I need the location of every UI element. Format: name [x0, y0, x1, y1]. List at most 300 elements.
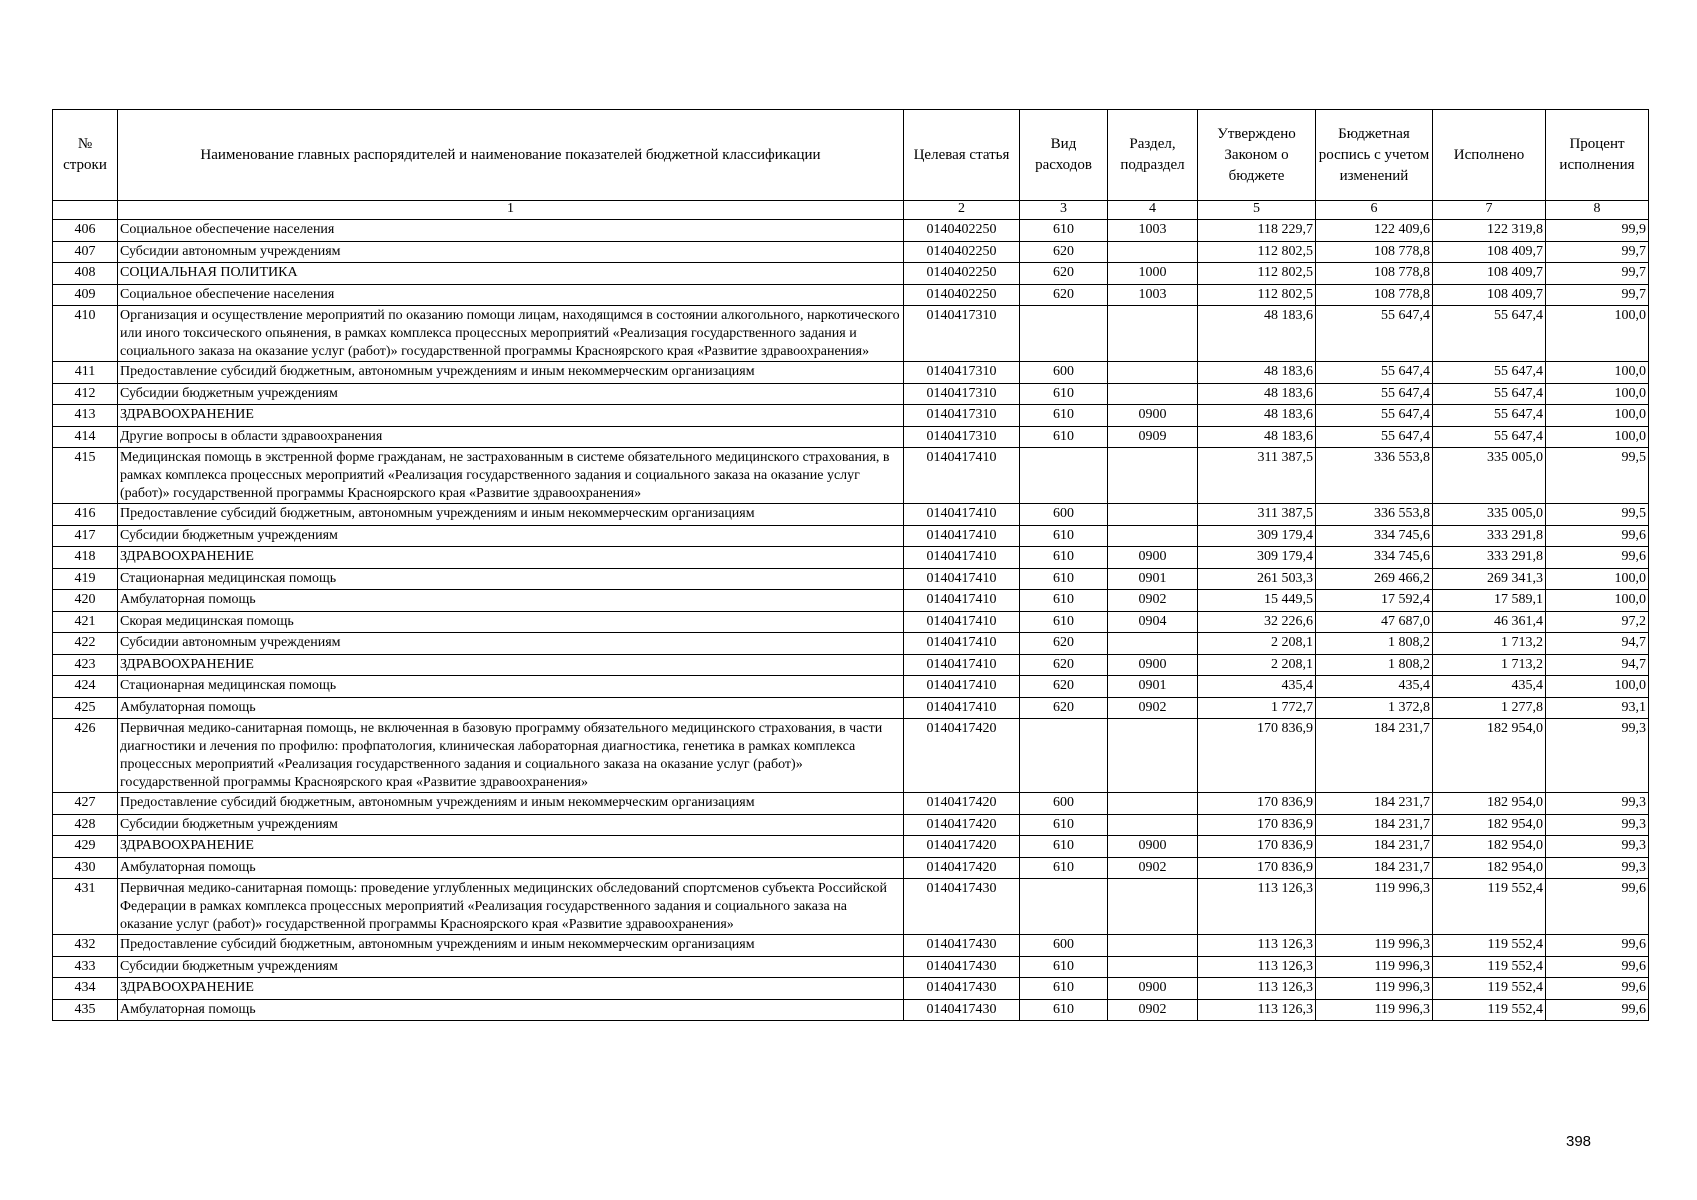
approved-cell: 170 836,9	[1198, 836, 1316, 858]
table-row	[53, 793, 1649, 815]
budget-list-cell: 119 996,3	[1316, 978, 1433, 1000]
percent-cell: 100,0	[1546, 362, 1649, 384]
budget-list-cell: 184 231,7	[1316, 814, 1433, 836]
executed-cell: 182 954,0	[1433, 814, 1546, 836]
budget-list-cell: 55 647,4	[1316, 383, 1433, 405]
executed-cell: 269 341,3	[1433, 568, 1546, 590]
percent-cell: 99,6	[1546, 547, 1649, 569]
row-number-cell: 411	[53, 362, 118, 384]
budget-list-cell: 119 996,3	[1316, 999, 1433, 1021]
target-article-cell: 0140417430	[904, 879, 1020, 935]
column-number-cell: 7	[1433, 201, 1546, 220]
section-cell	[1108, 814, 1198, 836]
name-cell: ЗДРАВООХРАНЕНИЕ	[118, 547, 904, 569]
executed-cell: 119 552,4	[1433, 879, 1546, 935]
section-cell: 0904	[1108, 611, 1198, 633]
target-article-cell: 0140417410	[904, 547, 1020, 569]
name-header: Наименование главных распорядителей и наименование показателей бюджетной классификации	[118, 110, 904, 201]
expense-type-cell: 620	[1020, 241, 1108, 263]
approved-cell: 112 802,5	[1198, 284, 1316, 306]
target-article-cell: 0140417410	[904, 448, 1020, 504]
budget-list-cell: 184 231,7	[1316, 793, 1433, 815]
executed-cell: 122 319,8	[1433, 220, 1546, 242]
budget-list-cell: 435,4	[1316, 676, 1433, 698]
section-cell	[1108, 504, 1198, 526]
row-number-cell: 407	[53, 241, 118, 263]
expense-type-cell: 600	[1020, 935, 1108, 957]
section-cell: 0901	[1108, 568, 1198, 590]
budget-list-cell: 184 231,7	[1316, 719, 1433, 793]
executed-cell: 55 647,4	[1433, 383, 1546, 405]
table-row	[53, 676, 1649, 698]
percent-cell: 94,7	[1546, 633, 1649, 655]
percent-cell: 99,6	[1546, 525, 1649, 547]
approved-cell: 113 126,3	[1198, 879, 1316, 935]
name-cell: Медицинская помощь в экстренной форме гражданам, не застрахованным в системе обязательного медицинского страхования, в рамках комплекса процессных мероприятий «Реализация государственного задания и социального заказа на оказание услуг (работ)» государственной программы Красноярского края «Развитие здравоохранения»	[118, 448, 904, 504]
percent-cell: 94,7	[1546, 654, 1649, 676]
row-number-cell: 414	[53, 426, 118, 448]
section-cell: 0902	[1108, 697, 1198, 719]
section-cell	[1108, 362, 1198, 384]
name-cell: Первичная медико-санитарная помощь, не включенная в базовую программу обязательного медицинского страхования, в части диагностики и лечения по профилю: профпатология, клиническая лабораторная диагностика, генетика в рамках комплекса процессных мероприятий «Реализация государственного задания и социального заказа на оказание услуг (работ)» государственной программы Красноярского края «Развитие здравоохранения»	[118, 719, 904, 793]
row-number-cell: 417	[53, 525, 118, 547]
approved-cell: 118 229,7	[1198, 220, 1316, 242]
approved-cell: 48 183,6	[1198, 426, 1316, 448]
executed-cell: 119 552,4	[1433, 978, 1546, 1000]
executed-cell: 182 954,0	[1433, 836, 1546, 858]
expense-type-cell: 610	[1020, 547, 1108, 569]
budget-list-cell: 336 553,8	[1316, 504, 1433, 526]
row-number-cell: 418	[53, 547, 118, 569]
budget-list-cell: 119 996,3	[1316, 879, 1433, 935]
expense-type-cell: 620	[1020, 263, 1108, 285]
executed-cell: 333 291,8	[1433, 547, 1546, 569]
executed-cell: 1 713,2	[1433, 654, 1546, 676]
percent-cell: 99,6	[1546, 879, 1649, 935]
approved-cell: 112 802,5	[1198, 263, 1316, 285]
row-number-cell: 423	[53, 654, 118, 676]
expense-type-cell: 620	[1020, 633, 1108, 655]
expense-type-cell: 610	[1020, 814, 1108, 836]
percent-cell: 100,0	[1546, 568, 1649, 590]
section-cell	[1108, 383, 1198, 405]
percent-cell: 99,3	[1546, 719, 1649, 793]
section-cell	[1108, 306, 1198, 362]
row-number-cell: 416	[53, 504, 118, 526]
name-cell: Стационарная медицинская помощь	[118, 676, 904, 698]
section-cell: 0902	[1108, 590, 1198, 612]
expense-type-cell: 610	[1020, 525, 1108, 547]
name-cell: Социальное обеспечение населения	[118, 284, 904, 306]
target-article-cell: 0140402250	[904, 241, 1020, 263]
executed-cell: 55 647,4	[1433, 405, 1546, 427]
header-row	[53, 110, 1649, 201]
table-row	[53, 220, 1649, 242]
budget-list-cell: 122 409,6	[1316, 220, 1433, 242]
table-row	[53, 568, 1649, 590]
target-article-cell: 0140417410	[904, 697, 1020, 719]
approved-cell: 170 836,9	[1198, 793, 1316, 815]
target-article-cell: 0140417430	[904, 999, 1020, 1021]
page-number: 398	[1566, 1133, 1592, 1150]
name-cell: Амбулаторная помощь	[118, 999, 904, 1021]
percent-cell: 99,6	[1546, 999, 1649, 1021]
table-row	[53, 633, 1649, 655]
target-article-cell: 0140402250	[904, 284, 1020, 306]
expense-type-cell: 610	[1020, 999, 1108, 1021]
name-cell: Скорая медицинская помощь	[118, 611, 904, 633]
target-article-cell: 0140417410	[904, 590, 1020, 612]
name-cell: Амбулаторная помощь	[118, 857, 904, 879]
target-article-cell: 0140417420	[904, 793, 1020, 815]
approved-cell: 32 226,6	[1198, 611, 1316, 633]
expense-type-cell	[1020, 879, 1108, 935]
approved-cell: 2 208,1	[1198, 654, 1316, 676]
percent-cell: 99,3	[1546, 836, 1649, 858]
budget-list-cell: 1 808,2	[1316, 633, 1433, 655]
approved-cell: 311 387,5	[1198, 504, 1316, 526]
row-number-cell: 408	[53, 263, 118, 285]
approved-cell: 1 772,7	[1198, 697, 1316, 719]
column-number-cell: 5	[1198, 201, 1316, 220]
approved-header: Утверждено Законом о бюджете	[1198, 110, 1316, 201]
name-cell: ЗДРАВООХРАНЕНИЕ	[118, 978, 904, 1000]
section-cell	[1108, 879, 1198, 935]
target-article-cell: 0140417310	[904, 426, 1020, 448]
target-article-cell: 0140417310	[904, 383, 1020, 405]
section-cell	[1108, 793, 1198, 815]
executed-cell: 435,4	[1433, 676, 1546, 698]
table-row	[53, 525, 1649, 547]
column-number-cell: 8	[1546, 201, 1649, 220]
table-body	[53, 220, 1649, 1021]
approved-cell: 113 126,3	[1198, 978, 1316, 1000]
target-article-cell: 0140417420	[904, 814, 1020, 836]
percent-cell: 99,6	[1546, 935, 1649, 957]
expense-type-cell: 610	[1020, 405, 1108, 427]
executed-cell: 1 713,2	[1433, 633, 1546, 655]
section-cell	[1108, 448, 1198, 504]
approved-cell: 311 387,5	[1198, 448, 1316, 504]
percent-cell: 99,6	[1546, 978, 1649, 1000]
executed-cell: 55 647,4	[1433, 306, 1546, 362]
target-article-cell: 0140417410	[904, 525, 1020, 547]
budget-list-cell: 55 647,4	[1316, 405, 1433, 427]
approved-cell: 48 183,6	[1198, 306, 1316, 362]
budget-list-cell: 184 231,7	[1316, 857, 1433, 879]
executed-cell: 55 647,4	[1433, 362, 1546, 384]
table-row	[53, 306, 1649, 362]
name-cell: Предоставление субсидий бюджетным, автономным учреждениям и иным некоммерческим организациям	[118, 793, 904, 815]
name-cell: Субсидии бюджетным учреждениям	[118, 525, 904, 547]
executed-cell: 108 409,7	[1433, 263, 1546, 285]
table-row	[53, 836, 1649, 858]
budget-list-cell: 119 996,3	[1316, 956, 1433, 978]
section-cell: 0900	[1108, 547, 1198, 569]
approved-cell: 113 126,3	[1198, 999, 1316, 1021]
row-number-header: № строки	[53, 110, 118, 201]
column-number-row	[53, 201, 1649, 220]
section-header: Раздел, подраздел	[1108, 110, 1198, 201]
percent-cell: 99,9	[1546, 220, 1649, 242]
expense-type-cell: 610	[1020, 611, 1108, 633]
executed-cell: 182 954,0	[1433, 857, 1546, 879]
name-cell: Амбулаторная помощь	[118, 590, 904, 612]
name-cell: Субсидии бюджетным учреждениям	[118, 814, 904, 836]
percent-cell: 99,7	[1546, 284, 1649, 306]
expense-type-cell	[1020, 719, 1108, 793]
name-cell: ЗДРАВООХРАНЕНИЕ	[118, 836, 904, 858]
expense-type-cell: 610	[1020, 956, 1108, 978]
target-article-cell: 0140417430	[904, 935, 1020, 957]
budget-list-cell: 119 996,3	[1316, 935, 1433, 957]
table-row	[53, 978, 1649, 1000]
column-number-cell: 4	[1108, 201, 1198, 220]
row-number-cell: 413	[53, 405, 118, 427]
percent-cell: 99,7	[1546, 263, 1649, 285]
approved-cell: 48 183,6	[1198, 383, 1316, 405]
executed-cell: 335 005,0	[1433, 504, 1546, 526]
expense-type-cell: 610	[1020, 426, 1108, 448]
table-row	[53, 504, 1649, 526]
percent-cell: 100,0	[1546, 306, 1649, 362]
name-cell: Субсидии автономным учреждениям	[118, 241, 904, 263]
table-row	[53, 426, 1649, 448]
section-cell	[1108, 719, 1198, 793]
row-number-cell: 425	[53, 697, 118, 719]
column-number-cell: 6	[1316, 201, 1433, 220]
section-cell	[1108, 241, 1198, 263]
target-article-cell: 0140417310	[904, 405, 1020, 427]
section-cell: 0902	[1108, 999, 1198, 1021]
row-number-cell: 433	[53, 956, 118, 978]
row-number-cell: 432	[53, 935, 118, 957]
column-number-cell: 1	[118, 201, 904, 220]
section-cell	[1108, 525, 1198, 547]
percent-cell: 99,7	[1546, 241, 1649, 263]
budget-list-cell: 55 647,4	[1316, 362, 1433, 384]
row-number-cell: 410	[53, 306, 118, 362]
budget-list-cell: 1 372,8	[1316, 697, 1433, 719]
table-row	[53, 879, 1649, 935]
budget-list-cell: 108 778,8	[1316, 263, 1433, 285]
expense-type-cell: 610	[1020, 857, 1108, 879]
percent-cell: 100,0	[1546, 405, 1649, 427]
row-number-cell: 406	[53, 220, 118, 242]
name-cell: Предоставление субсидий бюджетным, автономным учреждениям и иным некоммерческим организациям	[118, 935, 904, 957]
section-cell: 0900	[1108, 405, 1198, 427]
executed-cell: 119 552,4	[1433, 935, 1546, 957]
name-cell: Субсидии бюджетным учреждениям	[118, 956, 904, 978]
executed-cell: 1 277,8	[1433, 697, 1546, 719]
table-row	[53, 590, 1649, 612]
section-cell: 0902	[1108, 857, 1198, 879]
executed-cell: 182 954,0	[1433, 719, 1546, 793]
percent-cell: 99,3	[1546, 793, 1649, 815]
table-row	[53, 448, 1649, 504]
column-number-cell: 3	[1020, 201, 1108, 220]
section-cell: 1003	[1108, 220, 1198, 242]
percent-cell: 99,6	[1546, 956, 1649, 978]
budget-list-cell: 269 466,2	[1316, 568, 1433, 590]
target-article-cell: 0140417410	[904, 568, 1020, 590]
expense-type-cell	[1020, 448, 1108, 504]
budget-list-cell: 334 745,6	[1316, 525, 1433, 547]
target-article-cell: 0140417430	[904, 956, 1020, 978]
percent-cell: 99,3	[1546, 814, 1649, 836]
row-number-cell: 430	[53, 857, 118, 879]
approved-cell: 170 836,9	[1198, 857, 1316, 879]
executed-cell: 333 291,8	[1433, 525, 1546, 547]
budget-list-cell: 55 647,4	[1316, 306, 1433, 362]
row-number-cell: 409	[53, 284, 118, 306]
target-article-cell: 0140417410	[904, 654, 1020, 676]
executed-cell: 108 409,7	[1433, 284, 1546, 306]
row-number-cell: 422	[53, 633, 118, 655]
table-row	[53, 935, 1649, 957]
executed-header: Исполнено	[1433, 110, 1546, 201]
row-number-cell: 412	[53, 383, 118, 405]
section-cell: 0901	[1108, 676, 1198, 698]
target-article-cell: 0140417310	[904, 306, 1020, 362]
table-row	[53, 999, 1649, 1021]
budget-list-cell: 334 745,6	[1316, 547, 1433, 569]
row-number-cell: 428	[53, 814, 118, 836]
budget-list-cell: 336 553,8	[1316, 448, 1433, 504]
approved-cell: 170 836,9	[1198, 719, 1316, 793]
table-row	[53, 697, 1649, 719]
approved-cell: 309 179,4	[1198, 525, 1316, 547]
percent-cell: 99,3	[1546, 857, 1649, 879]
target-article-header: Целевая статья	[904, 110, 1020, 201]
target-article-cell: 0140417420	[904, 719, 1020, 793]
approved-cell: 2 208,1	[1198, 633, 1316, 655]
approved-cell: 435,4	[1198, 676, 1316, 698]
expense-type-cell: 610	[1020, 383, 1108, 405]
expense-type-cell: 600	[1020, 362, 1108, 384]
expense-type-cell: 600	[1020, 793, 1108, 815]
table-row	[53, 857, 1649, 879]
percent-cell: 99,5	[1546, 504, 1649, 526]
section-cell	[1108, 633, 1198, 655]
section-cell: 0900	[1108, 978, 1198, 1000]
executed-cell: 119 552,4	[1433, 956, 1546, 978]
column-number-cell: 2	[904, 201, 1020, 220]
approved-cell: 113 126,3	[1198, 935, 1316, 957]
table-row	[53, 814, 1649, 836]
target-article-cell: 0140417420	[904, 836, 1020, 858]
expense-type-cell: 610	[1020, 568, 1108, 590]
name-cell: СОЦИАЛЬНАЯ ПОЛИТИКА	[118, 263, 904, 285]
approved-cell: 112 802,5	[1198, 241, 1316, 263]
row-number-cell: 421	[53, 611, 118, 633]
executed-cell: 108 409,7	[1433, 241, 1546, 263]
row-number-cell: 424	[53, 676, 118, 698]
row-number-cell: 420	[53, 590, 118, 612]
expense-type-cell: 620	[1020, 284, 1108, 306]
table-row	[53, 654, 1649, 676]
expense-type-cell: 620	[1020, 676, 1108, 698]
expense-type-cell: 620	[1020, 654, 1108, 676]
expense-type-cell: 610	[1020, 836, 1108, 858]
target-article-cell: 0140417410	[904, 676, 1020, 698]
expense-type-cell: 620	[1020, 697, 1108, 719]
percent-cell: 93,1	[1546, 697, 1649, 719]
budget-list-cell: 47 687,0	[1316, 611, 1433, 633]
row-number-cell: 434	[53, 978, 118, 1000]
table-row	[53, 241, 1649, 263]
approved-cell: 309 179,4	[1198, 547, 1316, 569]
name-cell: Предоставление субсидий бюджетным, автономным учреждениям и иным некоммерческим организациям	[118, 362, 904, 384]
row-number-cell: 415	[53, 448, 118, 504]
budget-list-header: Бюджетная роспись с учетом изменений	[1316, 110, 1433, 201]
approved-cell: 48 183,6	[1198, 362, 1316, 384]
section-cell: 1003	[1108, 284, 1198, 306]
budget-list-cell: 108 778,8	[1316, 241, 1433, 263]
executed-cell: 55 647,4	[1433, 426, 1546, 448]
name-cell: Первичная медико-санитарная помощь: проведение углубленных медицинских обследований спортсменов субъекта Российской Федерации в рамках комплекса процессных мероприятий «Реализация государственного задания и социального заказа на оказание услуг (работ)» государственной программы Красноярского края «Развитие здравоохранения»	[118, 879, 904, 935]
percent-cell: 100,0	[1546, 383, 1649, 405]
budget-list-cell: 108 778,8	[1316, 284, 1433, 306]
column-number-cell	[53, 201, 118, 220]
expense-type-cell	[1020, 306, 1108, 362]
approved-cell: 15 449,5	[1198, 590, 1316, 612]
row-number-cell: 419	[53, 568, 118, 590]
executed-cell: 17 589,1	[1433, 590, 1546, 612]
percent-cell: 97,2	[1546, 611, 1649, 633]
executed-cell: 119 552,4	[1433, 999, 1546, 1021]
approved-cell: 48 183,6	[1198, 405, 1316, 427]
table-row	[53, 719, 1649, 793]
percent-cell: 100,0	[1546, 676, 1649, 698]
budget-table	[52, 109, 1649, 1021]
budget-list-cell: 1 808,2	[1316, 654, 1433, 676]
percent-cell: 100,0	[1546, 426, 1649, 448]
executed-cell: 46 361,4	[1433, 611, 1546, 633]
name-cell: Субсидии автономным учреждениям	[118, 633, 904, 655]
section-cell: 0900	[1108, 836, 1198, 858]
table-row	[53, 263, 1649, 285]
section-cell: 0909	[1108, 426, 1198, 448]
row-number-cell: 427	[53, 793, 118, 815]
approved-cell: 261 503,3	[1198, 568, 1316, 590]
section-cell: 0900	[1108, 654, 1198, 676]
target-article-cell: 0140417420	[904, 857, 1020, 879]
row-number-cell: 431	[53, 879, 118, 935]
name-cell: Стационарная медицинская помощь	[118, 568, 904, 590]
table-row	[53, 383, 1649, 405]
expense-type-header: Вид расходов	[1020, 110, 1108, 201]
table-row	[53, 362, 1649, 384]
percent-cell: 100,0	[1546, 590, 1649, 612]
expense-type-cell: 600	[1020, 504, 1108, 526]
target-article-cell: 0140417410	[904, 633, 1020, 655]
target-article-cell: 0140417310	[904, 362, 1020, 384]
section-cell	[1108, 935, 1198, 957]
name-cell: ЗДРАВООХРАНЕНИЕ	[118, 405, 904, 427]
percent-header: Процент исполнения	[1546, 110, 1649, 201]
expense-type-cell: 610	[1020, 220, 1108, 242]
table-row	[53, 405, 1649, 427]
name-cell: ЗДРАВООХРАНЕНИЕ	[118, 654, 904, 676]
table-row	[53, 284, 1649, 306]
row-number-cell: 435	[53, 999, 118, 1021]
name-cell: Амбулаторная помощь	[118, 697, 904, 719]
table-row	[53, 956, 1649, 978]
target-article-cell: 0140417410	[904, 611, 1020, 633]
section-cell: 1000	[1108, 263, 1198, 285]
row-number-cell: 426	[53, 719, 118, 793]
